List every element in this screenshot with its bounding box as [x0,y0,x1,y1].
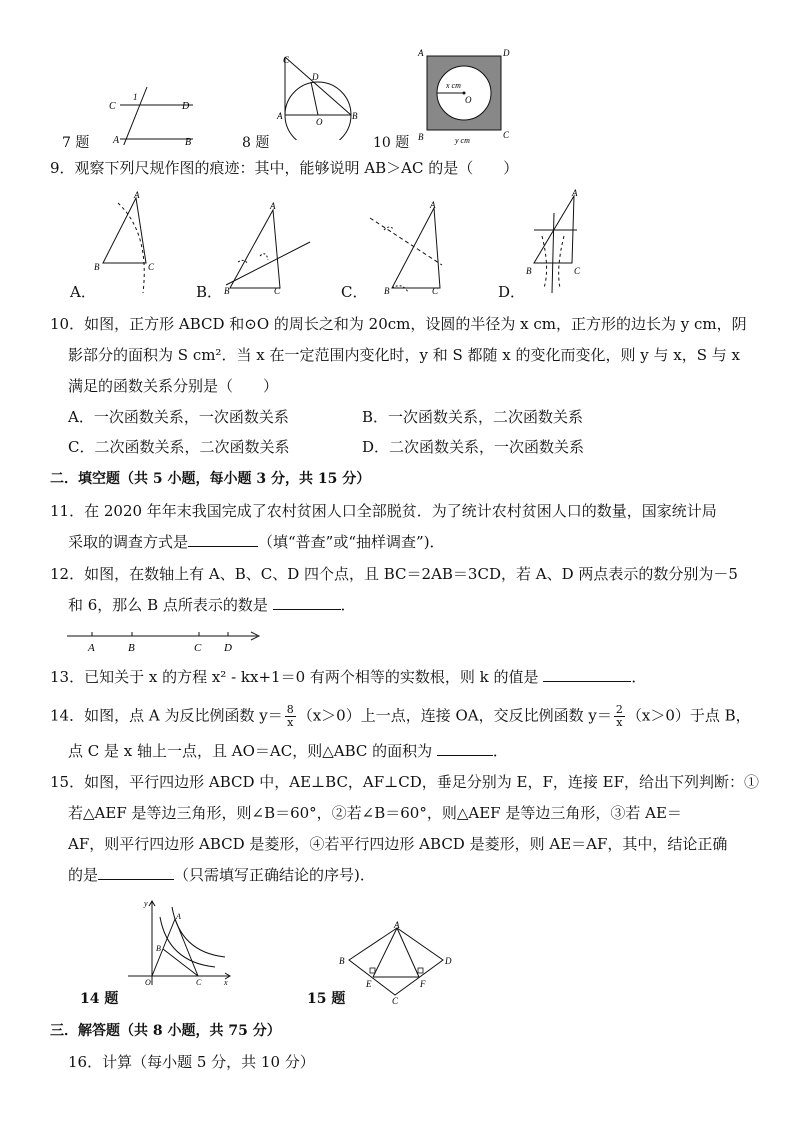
fig14-label-x: x [224,978,228,987]
q10-option-b[interactable]: B．一次函数关系，二次函数关系 [362,408,584,426]
q13-line [50,667,646,687]
fig7-label-a: A [113,135,120,145]
fig8-caption: 8 题 [242,135,270,151]
fig10-label-d: D [503,48,510,58]
q15-line4-post: （只需填写正确结论的序号)． [174,866,375,884]
fig10-label-c: C [503,130,510,140]
fig7-caption: 7 题 [62,135,90,151]
q9-option-c[interactable]: C． [341,283,368,301]
q9b-label-c: C [274,286,281,295]
q11-answer-blank[interactable] [188,532,258,547]
q9c-label-c: C [432,286,439,295]
q14-part2: （x＞0）上一点，连接 OA，交反比例函数 y＝ [297,706,612,725]
figure-7 [95,85,205,145]
q9b-label-a: A [270,201,276,211]
q15-line3: AF，则平行四边形 ABCD 是菱形，④若平行四边形 ABCD 是菱形，则 AE＝AF，其中，结论正确 [68,835,728,853]
q14-line1 [50,704,751,729]
q10-option-a[interactable]: A．一次函数关系，一次函数关系 [68,408,289,426]
fig10-label-o: O [465,95,472,105]
q14-part3: （x＞0）于点 B， [626,706,751,725]
q9-option-a[interactable]: A． [70,283,96,301]
q14-line2-pre: 点 C 是 x 轴上一点，且 AO＝AC，则△ABC 的面积为 [68,742,433,760]
q14-fraction-2 [614,704,625,729]
q9a-label-b: B [94,262,100,272]
fig15-label-e: E [366,979,372,989]
q12-number-line [65,628,265,654]
fig7-label-d: D [182,101,190,112]
q14-f1-num: 8 [286,703,294,716]
figure-8 [275,55,360,140]
fig14-label-b: B [156,944,161,953]
q9d-label-b: B [526,266,532,276]
fig15-label-b: B [339,956,345,966]
q10-option-c[interactable]: C．二次函数关系，二次函数关系 [68,438,290,456]
q15-answer-blank[interactable] [98,865,174,880]
numberline-label-c: C [194,642,202,654]
section-2-heading: 二．填空题（共 5 小题，每小题 3 分，共 15 分） [50,471,371,487]
q9-option-d-figure [522,188,592,298]
fig8-label-c: C [283,55,290,65]
q15-line4 [68,865,375,885]
numberline-label-a: A [88,642,95,654]
q14-part1: 14．如图，点 A 为反比例函数 y＝ [50,706,283,725]
q12-answer-blank[interactable] [273,595,341,610]
q9-text: 9．观察下列尺规作图的痕迹：其中，能够说明 AB＞AC 的是（ ） [50,159,519,177]
figure-14 [120,897,235,992]
q12-line1: 12．如图，在数轴上有 A、B、C、D 四个点，且 BC＝2AB＝3CD，若 A、D 两点表示的数分别为－5 [50,565,738,583]
q11-line2 [68,532,445,552]
q12-line2 [68,595,356,615]
fig8-label-a: A [277,111,283,121]
q10-option-d[interactable]: D．二次函数关系，一次函数关系 [362,438,585,456]
q9-option-b-figure [218,200,313,295]
figure-15 [335,920,460,1005]
q9-option-d[interactable]: D． [498,283,526,301]
q9a-label-c: C [148,262,155,272]
q9a-label-a: A [134,190,140,200]
fig7-label-1: 1 [133,92,138,102]
q10-line2: 影部分的面积为 S cm²．当 x 在一定范围内变化时，y 和 S 都随 x 的变化而变化，则 y 与 x，S 与 x [68,346,741,364]
q14-answer-blank[interactable] [437,741,493,756]
q15-line2: 若△AEF 是等边三角形，则∠B＝60°，②若∠B＝60°，则△AEF 是等边三角形，③若 AE＝ [68,804,682,822]
fig10-label-a: A [418,48,424,58]
fig14-caption: 14 题 [80,991,119,1007]
fig8-label-b: B [352,111,358,121]
fig8-label-d: D [312,72,319,82]
q14-f2-den: x [616,716,623,729]
fig7-label-c: C [109,101,116,112]
fig8-label-o: O [316,117,323,127]
q9-option-a-figure [88,188,168,298]
q14-line2 [68,741,508,761]
q14-fraction-1 [285,704,296,729]
q11-line2-pre: 采取的调查方式是 [68,533,189,551]
q12-line2-pre: 和 6，那么 B 点所表示的数是 [68,596,268,614]
section-3-heading: 三．解答题（共 8 小题，共 75 分） [50,1023,281,1039]
q15-line4-pre: 的是 [68,866,99,884]
figure-10 [415,48,515,148]
q9d-label-a: A [572,188,578,198]
q14-line2-post: ． [492,742,508,760]
q16-text: 16．计算（每小题 5 分，共 10 分） [68,1053,315,1071]
q9d-label-c: C [574,266,581,276]
q15-line1: 15．如图，平行四边形 ABCD 中，AE⊥BC，AF⊥CD，垂足分别为 E，F，连接 EF，给出下列判断：① [50,773,760,791]
q13-pre: 13．已知关于 x 的方程 x² - kx+1＝0 有两个相等的实数根，则 k 的值是 [50,668,539,686]
q10-line1: 10．如图，正方形 ABCD 和⊙O 的周长之和为 20cm，设圆的半径为 x cm，正方形的边长为 y cm，阴 [50,315,747,333]
fig10-label-b: B [418,132,424,142]
q13-post: ． [631,668,647,686]
fig14-label-o: O [145,978,151,987]
fig15-label-c: C [392,996,399,1005]
q14-f2-num: 2 [615,703,623,716]
fig14-label-c: C [196,978,202,987]
q11-line2-post: （填“普查”或“抽样调查”)． [258,533,445,551]
fig15-label-f: F [420,979,426,989]
q9c-label-a: A [430,200,436,210]
numberline-label-d: D [224,642,232,654]
q11-line1: 11．在 2020 年年末我国完成了农村贫困人口全部脱贫．为了统计农村贫困人口的数量，国家统计局 [50,502,717,520]
fig15-label-a: A [394,920,400,930]
q9-option-b[interactable]: B． [196,283,223,301]
fig15-label-d: D [445,956,452,966]
numberline-label-b: B [128,642,135,654]
q9-option-c-figure [362,200,462,295]
fig10-label-y: y cm [455,136,470,145]
q9c-label-b: B [384,286,390,295]
fig10-label-x: x cm [446,81,461,90]
fig7-label-b: B [185,137,192,145]
q13-answer-blank[interactable] [543,667,631,682]
q9b-label-b: B [224,286,230,295]
q12-line2-post: ． [340,596,356,614]
fig10-caption: 10 题 [373,135,410,151]
fig14-label-y: y [144,899,148,908]
fig15-caption: 15 题 [307,991,346,1007]
q14-f1-den: x [287,716,294,729]
q10-line3: 满足的函数关系分别是（ ） [68,377,279,395]
fig14-label-a: A [176,912,181,921]
